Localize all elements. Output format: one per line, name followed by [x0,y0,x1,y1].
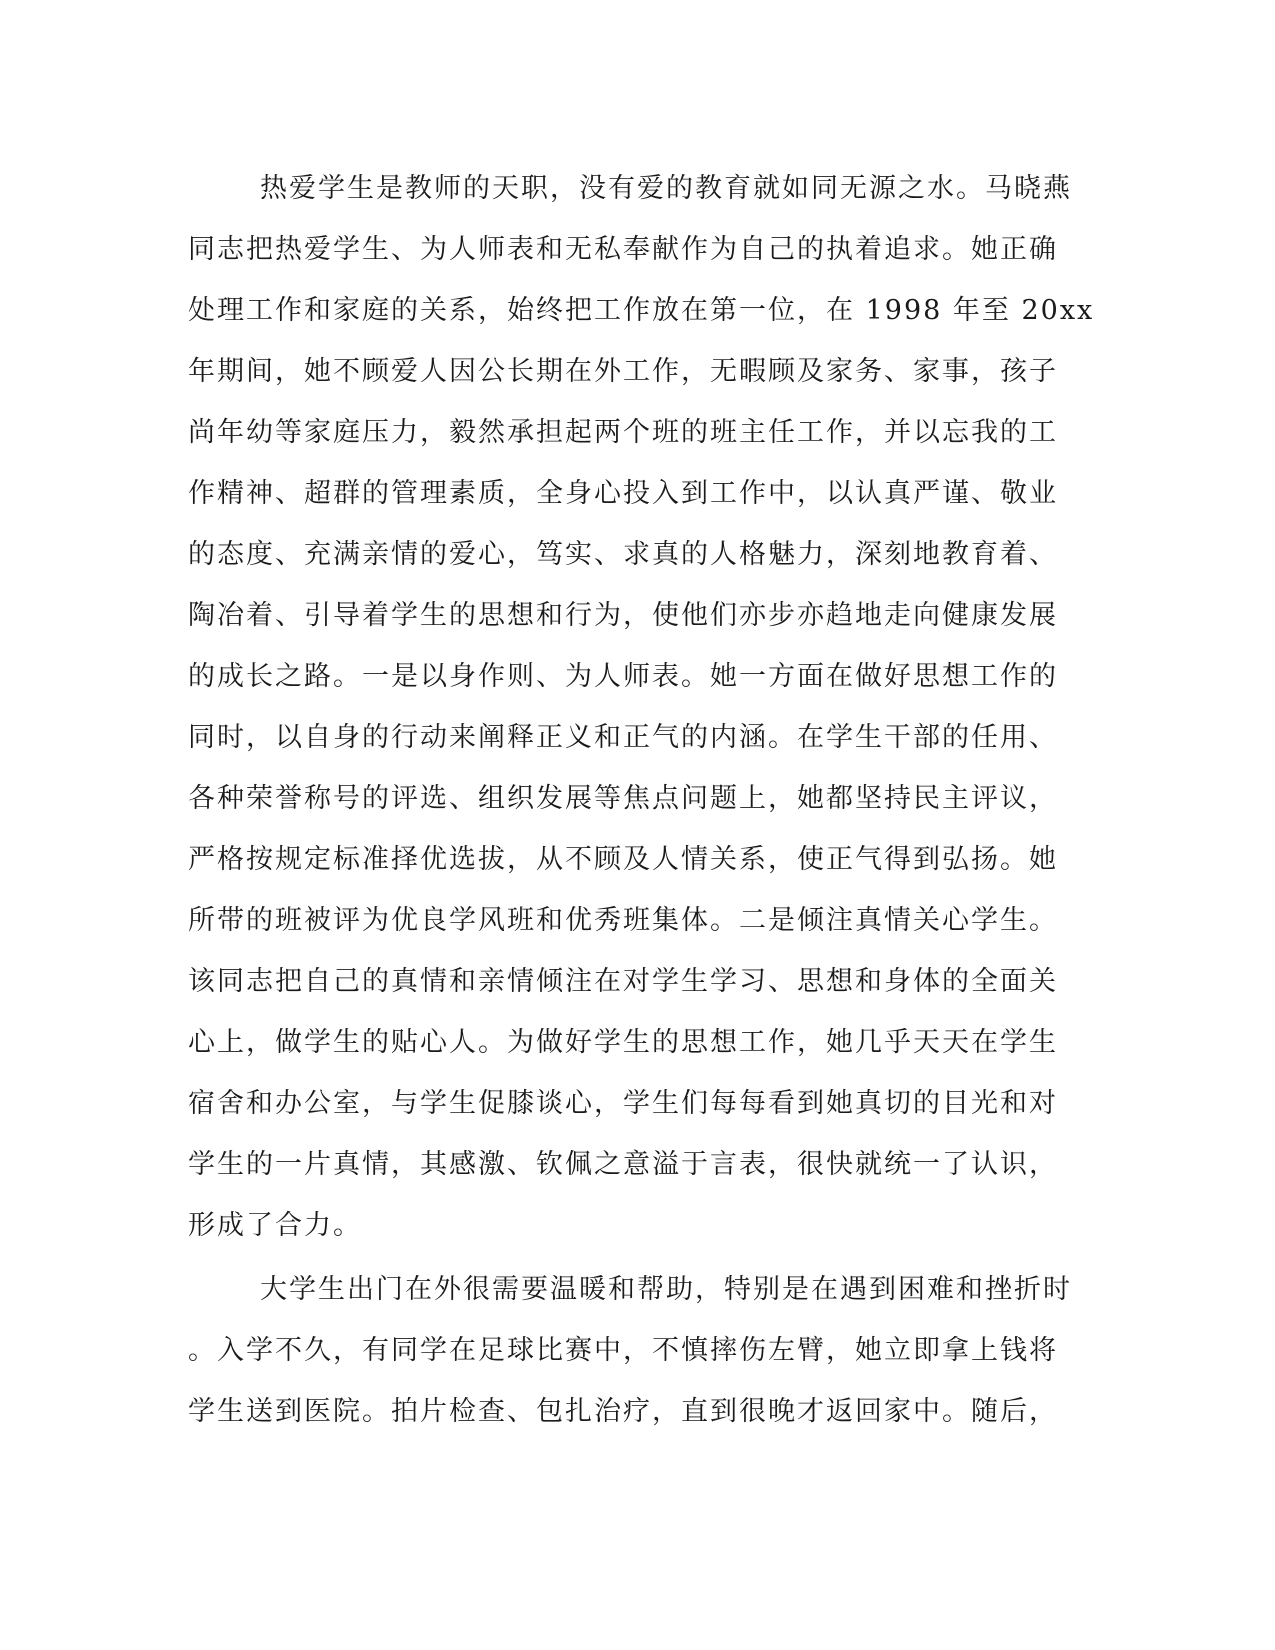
text-line: 心上，做学生的贴心人。为做好学生的思想工作，她几乎天天在学生 [188,1027,1058,1058]
text-line: 陶冶着、引导着学生的思想和行为，使他们亦步亦趋地走向健康发展 [188,600,1058,631]
text-line: 学生送到医院。拍片检查、包扎治疗，直到很晚才返回家中。随后， [188,1396,1058,1427]
text-line: 严格按规定标准择优选拔，从不顾及人情关系，使正气得到弘扬。她 [188,844,1058,875]
text-line: 年期间，她不顾爱人因公长期在外工作，无暇顾及家务、家事，孩子 [188,356,1058,387]
document-body [188,158,1095,1442]
text-line: 尚年幼等家庭压力，毅然承担起两个班的班主任工作，并以忘我的工 [188,417,1058,448]
text-line: 宿舍和办公室，与学生促膝谈心，学生们每每看到她真切的目光和对 [188,1088,1058,1119]
text-line: 热爱学生是教师的天职，没有爱的教育就如同无源之水。马晓燕 [260,173,1072,204]
text-line: 大学生出门在外很需要温暖和帮助，特别是在遇到困难和挫折时 [260,1274,1072,1305]
text-line: 处理工作和家庭的关系，始终把工作放在第一位，在 1998 年至 20xx [188,295,1095,326]
text-line: 形成了合力。 [188,1210,362,1241]
text-line: 各种荣誉称号的评选、组织发展等焦点问题上，她都坚持民主评议， [188,783,1058,814]
text-line: 的成长之路。一是以身作则、为人师表。她一方面在做好思想工作的 [188,661,1058,692]
paragraph-2 [188,1259,1088,1442]
text-line: 学生的一片真情，其感激、钦佩之意溢于言表，很快就统一了认识， [188,1149,1058,1180]
paragraph-1 [188,158,1095,1256]
text-line: 同志把热爱学生、为人师表和无私奉献作为自己的执着追求。她正确 [188,234,1058,265]
text-line: 同时，以自身的行动来阐释正义和正气的内涵。在学生干部的任用、 [188,722,1058,753]
text-line: 该同志把自己的真情和亲情倾注在对学生学习、思想和身体的全面关 [188,966,1058,997]
text-line: 。入学不久，有同学在足球比赛中，不慎摔伤左臂，她立即拿上钱将 [188,1335,1058,1366]
text-line: 的态度、充满亲情的爱心，笃实、求真的人格魅力，深刻地教育着、 [188,539,1058,570]
text-line: 所带的班被评为优良学风班和优秀班集体。二是倾注真情关心学生。 [188,905,1058,936]
text-line: 作精神、超群的管理素质，全身心投入到工作中，以认真严谨、敬业 [188,478,1058,509]
